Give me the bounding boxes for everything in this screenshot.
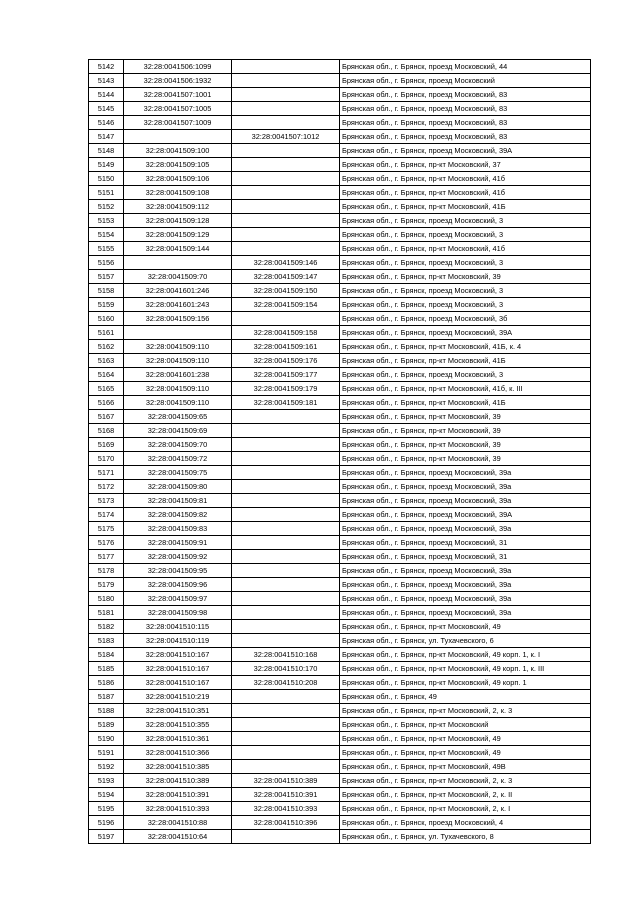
linked-cadastral-number-cell: 32:28:0041509:179: [232, 382, 340, 396]
address-cell: Брянская обл., г. Брянск, проезд Московский, 83: [340, 116, 591, 130]
cadastral-number-cell: 32:28:0041510:366: [124, 746, 232, 760]
cadastral-number-cell: 32:28:0041510:351: [124, 704, 232, 718]
linked-cadastral-number-cell: [232, 438, 340, 452]
row-number-cell: 5167: [89, 410, 124, 424]
table-row: [89, 116, 591, 130]
address-cell: Брянская обл., г. Брянск, проезд Московский, 39а: [340, 592, 591, 606]
table-row: [89, 340, 591, 354]
address-cell: Брянская обл., г. Брянск, пр-кт Московский, 2, к. 3: [340, 704, 591, 718]
table-row: [89, 648, 591, 662]
cadastral-number-cell: 32:28:0041509:69: [124, 424, 232, 438]
cadastral-number-cell: 32:28:0041506:1099: [124, 60, 232, 74]
linked-cadastral-number-cell: [232, 60, 340, 74]
address-cell: Брянская обл., г. Брянск, пр-кт Московский, 39: [340, 438, 591, 452]
address-cell: Брянская обл., г. Брянск, пр-кт Московский, 49 корп. 1: [340, 676, 591, 690]
table-row: [89, 760, 591, 774]
table-row: [89, 746, 591, 760]
cadastral-number-cell: 32:28:0041509:98: [124, 606, 232, 620]
linked-cadastral-number-cell: [232, 634, 340, 648]
table-row: [89, 130, 591, 144]
address-cell: Брянская обл., г. Брянск, проезд Московский, 3б: [340, 312, 591, 326]
address-cell: Брянская обл., г. Брянск, пр-кт Московский, 39: [340, 270, 591, 284]
table-row: [89, 214, 591, 228]
table-row: [89, 802, 591, 816]
linked-cadastral-number-cell: 32:28:0041510:208: [232, 676, 340, 690]
linked-cadastral-number-cell: [232, 144, 340, 158]
cadastral-number-cell: 32:28:0041509:110: [124, 340, 232, 354]
linked-cadastral-number-cell: 32:28:0041510:396: [232, 816, 340, 830]
address-cell: Брянская обл., г. Брянск, проезд Московский, 31: [340, 550, 591, 564]
address-cell: Брянская обл., г. Брянск, ул. Тухачевского, 8: [340, 830, 591, 844]
row-number-cell: 5173: [89, 494, 124, 508]
linked-cadastral-number-cell: [232, 242, 340, 256]
cadastral-number-cell: 32:28:0041510:219: [124, 690, 232, 704]
table-row: [89, 368, 591, 382]
row-number-cell: 5196: [89, 816, 124, 830]
table-row: [89, 158, 591, 172]
linked-cadastral-number-cell: 32:28:0041510:393: [232, 802, 340, 816]
cadastral-number-cell: 32:28:0041509:95: [124, 564, 232, 578]
linked-cadastral-number-cell: [232, 424, 340, 438]
row-number-cell: 5166: [89, 396, 124, 410]
linked-cadastral-number-cell: 32:28:0041509:150: [232, 284, 340, 298]
address-cell: Брянская обл., г. Брянск, проезд Московский, 39а: [340, 606, 591, 620]
linked-cadastral-number-cell: [232, 592, 340, 606]
address-cell: Брянская обл., г. Брянск, проезд Московский: [340, 74, 591, 88]
address-cell: Брянская обл., г. Брянск, проезд Московский, 3: [340, 298, 591, 312]
address-cell: Брянская обл., г. Брянск, пр-кт Московский, 49: [340, 732, 591, 746]
table-row: [89, 256, 591, 270]
row-number-cell: 5194: [89, 788, 124, 802]
table-row: [89, 228, 591, 242]
cadastral-number-cell: 32:28:0041510:361: [124, 732, 232, 746]
address-cell: Брянская обл., г. Брянск, пр-кт Московский, 2, к. I: [340, 802, 591, 816]
address-cell: Брянская обл., г. Брянск, пр-кт Московский, 49 корп. 1, к. III: [340, 662, 591, 676]
row-number-cell: 5159: [89, 298, 124, 312]
table-row: [89, 480, 591, 494]
address-cell: Брянская обл., г. Брянск, 49: [340, 690, 591, 704]
address-cell: Брянская обл., г. Брянск, пр-кт Московский, 41Б, к. 4: [340, 340, 591, 354]
cadastral-number-cell: 32:28:0041510:115: [124, 620, 232, 634]
linked-cadastral-number-cell: 32:28:0041509:161: [232, 340, 340, 354]
cadastral-number-cell: 32:28:0041509:96: [124, 578, 232, 592]
address-cell: Брянская обл., г. Брянск, пр-кт Московский, 49В: [340, 760, 591, 774]
linked-cadastral-number-cell: [232, 158, 340, 172]
row-number-cell: 5169: [89, 438, 124, 452]
linked-cadastral-number-cell: [232, 480, 340, 494]
row-number-cell: 5153: [89, 214, 124, 228]
linked-cadastral-number-cell: 32:28:0041509:147: [232, 270, 340, 284]
linked-cadastral-number-cell: [232, 690, 340, 704]
cadastral-number-cell: 32:28:0041510:389: [124, 774, 232, 788]
cadastral-number-cell: 32:28:0041506:1932: [124, 74, 232, 88]
table-row: [89, 452, 591, 466]
address-cell: Брянская обл., г. Брянск, проезд Московский, 39А: [340, 326, 591, 340]
row-number-cell: 5144: [89, 88, 124, 102]
cadastral-number-cell: [124, 256, 232, 270]
cadastral-number-cell: 32:28:0041509:92: [124, 550, 232, 564]
linked-cadastral-number-cell: [232, 522, 340, 536]
cadastral-number-cell: 32:28:0041507:1001: [124, 88, 232, 102]
cadastral-number-cell: 32:28:0041509:144: [124, 242, 232, 256]
row-number-cell: 5152: [89, 200, 124, 214]
table-row: [89, 284, 591, 298]
cadastral-number-cell: 32:28:0041510:391: [124, 788, 232, 802]
linked-cadastral-number-cell: [232, 578, 340, 592]
row-number-cell: 5147: [89, 130, 124, 144]
linked-cadastral-number-cell: [232, 718, 340, 732]
linked-cadastral-number-cell: 32:28:0041507:1012: [232, 130, 340, 144]
row-number-cell: 5182: [89, 620, 124, 634]
linked-cadastral-number-cell: [232, 74, 340, 88]
table-row: [89, 564, 591, 578]
linked-cadastral-number-cell: [232, 312, 340, 326]
linked-cadastral-number-cell: [232, 116, 340, 130]
address-cell: Брянская обл., г. Брянск, проезд Московский, 83: [340, 130, 591, 144]
cadastral-number-cell: 32:28:0041509:81: [124, 494, 232, 508]
table-row: [89, 494, 591, 508]
cadastral-number-cell: 32:28:0041509:65: [124, 410, 232, 424]
linked-cadastral-number-cell: [232, 704, 340, 718]
cadastral-number-cell: 32:28:0041510:393: [124, 802, 232, 816]
address-cell: Брянская обл., г. Брянск, проезд Московский, 3: [340, 228, 591, 242]
cadastral-number-cell: 32:28:0041509:80: [124, 480, 232, 494]
cadastral-number-cell: 32:28:0041510:167: [124, 676, 232, 690]
row-number-cell: 5185: [89, 662, 124, 676]
table-row: [89, 830, 591, 844]
linked-cadastral-number-cell: [232, 620, 340, 634]
table-row: [89, 662, 591, 676]
linked-cadastral-number-cell: 32:28:0041509:158: [232, 326, 340, 340]
row-number-cell: 5165: [89, 382, 124, 396]
linked-cadastral-number-cell: 32:28:0041510:168: [232, 648, 340, 662]
table-row: [89, 382, 591, 396]
row-number-cell: 5154: [89, 228, 124, 242]
address-cell: Брянская обл., г. Брянск, проезд Московский, 4: [340, 816, 591, 830]
table-row: [89, 298, 591, 312]
table-row: [89, 816, 591, 830]
table-row: [89, 88, 591, 102]
linked-cadastral-number-cell: 32:28:0041509:146: [232, 256, 340, 270]
row-number-cell: 5149: [89, 158, 124, 172]
table-row: [89, 522, 591, 536]
address-cell: Брянская обл., г. Брянск, проезд Московский, 39а: [340, 564, 591, 578]
address-cell: Брянская обл., г. Брянск, проезд Московский, 44: [340, 60, 591, 74]
linked-cadastral-number-cell: [232, 452, 340, 466]
address-cell: Брянская обл., г. Брянск, проезд Московский, 3: [340, 256, 591, 270]
cadastral-number-cell: 32:28:0041509:112: [124, 200, 232, 214]
row-number-cell: 5142: [89, 60, 124, 74]
table-row: [89, 690, 591, 704]
row-number-cell: 5151: [89, 186, 124, 200]
row-number-cell: 5197: [89, 830, 124, 844]
row-number-cell: 5150: [89, 172, 124, 186]
row-number-cell: 5143: [89, 74, 124, 88]
table-row: [89, 508, 591, 522]
cadastral-number-cell: 32:28:0041510:167: [124, 648, 232, 662]
row-number-cell: 5179: [89, 578, 124, 592]
table-row: [89, 592, 591, 606]
linked-cadastral-number-cell: [232, 102, 340, 116]
table-row: [89, 102, 591, 116]
cadastral-number-cell: 32:28:0041509:105: [124, 158, 232, 172]
row-number-cell: 5175: [89, 522, 124, 536]
cadastral-number-cell: 32:28:0041509:82: [124, 508, 232, 522]
row-number-cell: 5164: [89, 368, 124, 382]
linked-cadastral-number-cell: [232, 88, 340, 102]
row-number-cell: 5188: [89, 704, 124, 718]
cadastral-number-cell: 32:28:0041509:70: [124, 270, 232, 284]
cadastral-number-cell: 32:28:0041509:128: [124, 214, 232, 228]
row-number-cell: 5190: [89, 732, 124, 746]
cadastral-number-cell: 32:28:0041510:167: [124, 662, 232, 676]
table-row: [89, 312, 591, 326]
linked-cadastral-number-cell: 32:28:0041509:177: [232, 368, 340, 382]
cadastral-number-cell: 32:28:0041510:119: [124, 634, 232, 648]
row-number-cell: 5155: [89, 242, 124, 256]
cadastral-number-cell: 32:28:0041509:106: [124, 172, 232, 186]
table-row: [89, 774, 591, 788]
linked-cadastral-number-cell: [232, 228, 340, 242]
cadastral-number-cell: 32:28:0041509:110: [124, 382, 232, 396]
row-number-cell: 5161: [89, 326, 124, 340]
linked-cadastral-number-cell: [232, 746, 340, 760]
address-cell: Брянская обл., г. Брянск, пр-кт Московский, 41б: [340, 242, 591, 256]
table-row: [89, 788, 591, 802]
row-number-cell: 5146: [89, 116, 124, 130]
address-cell: Брянская обл., г. Брянск, пр-кт Московский, 41Б: [340, 354, 591, 368]
cadastral-number-cell: 32:28:0041509:83: [124, 522, 232, 536]
linked-cadastral-number-cell: 32:28:0041509:181: [232, 396, 340, 410]
row-number-cell: 5145: [89, 102, 124, 116]
cadastral-number-cell: 32:28:0041509:72: [124, 452, 232, 466]
table-row: [89, 144, 591, 158]
row-number-cell: 5192: [89, 760, 124, 774]
address-cell: Брянская обл., г. Брянск, пр-кт Московский, 2, к. 3: [340, 774, 591, 788]
linked-cadastral-number-cell: [232, 508, 340, 522]
address-cell: Брянская обл., г. Брянск, пр-кт Московский, 41б: [340, 172, 591, 186]
row-number-cell: 5168: [89, 424, 124, 438]
cadastral-number-cell: 32:28:0041509:129: [124, 228, 232, 242]
row-number-cell: 5191: [89, 746, 124, 760]
table-row: [89, 424, 591, 438]
table-row: [89, 200, 591, 214]
address-cell: Брянская обл., г. Брянск, проезд Московский, 39а: [340, 480, 591, 494]
address-cell: Брянская обл., г. Брянск, пр-кт Московский, 39: [340, 410, 591, 424]
row-number-cell: 5187: [89, 690, 124, 704]
table-row: [89, 270, 591, 284]
row-number-cell: 5158: [89, 284, 124, 298]
address-cell: Брянская обл., г. Брянск, проезд Московский, 31: [340, 536, 591, 550]
address-cell: Брянская обл., г. Брянск, проезд Московский, 39А: [340, 144, 591, 158]
linked-cadastral-number-cell: [232, 186, 340, 200]
row-number-cell: 5174: [89, 508, 124, 522]
address-cell: Брянская обл., г. Брянск, проезд Московский, 39а: [340, 466, 591, 480]
cadastral-number-cell: 32:28:0041509:70: [124, 438, 232, 452]
linked-cadastral-number-cell: [232, 606, 340, 620]
linked-cadastral-number-cell: [232, 550, 340, 564]
cadastral-number-cell: 32:28:0041509:100: [124, 144, 232, 158]
row-number-cell: 5177: [89, 550, 124, 564]
address-cell: Брянская обл., г. Брянск, проезд Московский, 83: [340, 102, 591, 116]
cadastral-number-cell: 32:28:0041510:64: [124, 830, 232, 844]
cadastral-number-cell: 32:28:0041507:1005: [124, 102, 232, 116]
address-cell: Брянская обл., г. Брянск, проезд Московский, 39А: [340, 508, 591, 522]
table-row: [89, 578, 591, 592]
address-cell: Брянская обл., г. Брянск, пр-кт Московский, 2, к. II: [340, 788, 591, 802]
row-number-cell: 5195: [89, 802, 124, 816]
cadastral-number-cell: 32:28:0041510:88: [124, 816, 232, 830]
cadastral-number-cell: 32:28:0041601:238: [124, 368, 232, 382]
row-number-cell: 5170: [89, 452, 124, 466]
row-number-cell: 5171: [89, 466, 124, 480]
cadastral-number-cell: 32:28:0041509:156: [124, 312, 232, 326]
address-cell: Брянская обл., г. Брянск, пр-кт Московский, 41б: [340, 186, 591, 200]
row-number-cell: 5156: [89, 256, 124, 270]
linked-cadastral-number-cell: [232, 214, 340, 228]
linked-cadastral-number-cell: [232, 466, 340, 480]
row-number-cell: 5184: [89, 648, 124, 662]
table-row: [89, 172, 591, 186]
cadastral-number-cell: 32:28:0041509:110: [124, 354, 232, 368]
registry-table: [88, 59, 591, 844]
cadastral-number-cell: 32:28:0041509:91: [124, 536, 232, 550]
address-cell: Брянская обл., г. Брянск, пр-кт Московский, 41Б: [340, 396, 591, 410]
row-number-cell: 5148: [89, 144, 124, 158]
row-number-cell: 5176: [89, 536, 124, 550]
table-row: [89, 718, 591, 732]
linked-cadastral-number-cell: [232, 564, 340, 578]
address-cell: Брянская обл., г. Брянск, пр-кт Московский, 41б, к. III: [340, 382, 591, 396]
table-row: [89, 60, 591, 74]
table-row: [89, 410, 591, 424]
row-number-cell: 5186: [89, 676, 124, 690]
address-cell: Брянская обл., г. Брянск, проезд Московский, 3: [340, 284, 591, 298]
cadastral-number-cell: 32:28:0041509:97: [124, 592, 232, 606]
cadastral-number-cell: [124, 326, 232, 340]
table-row: [89, 676, 591, 690]
linked-cadastral-number-cell: [232, 830, 340, 844]
cadastral-number-cell: 32:28:0041510:355: [124, 718, 232, 732]
table-row: [89, 606, 591, 620]
table-row: [89, 74, 591, 88]
cadastral-number-cell: 32:28:0041601:243: [124, 298, 232, 312]
cadastral-number-cell: [124, 130, 232, 144]
table-row: [89, 536, 591, 550]
table-row: [89, 186, 591, 200]
table-row: [89, 620, 591, 634]
linked-cadastral-number-cell: [232, 200, 340, 214]
address-cell: Брянская обл., г. Брянск, проезд Московский, 3: [340, 214, 591, 228]
linked-cadastral-number-cell: 32:28:0041510:389: [232, 774, 340, 788]
address-cell: Брянская обл., г. Брянск, ул. Тухачевского, 6: [340, 634, 591, 648]
row-number-cell: 5162: [89, 340, 124, 354]
cadastral-number-cell: 32:28:0041509:75: [124, 466, 232, 480]
row-number-cell: 5183: [89, 634, 124, 648]
address-cell: Брянская обл., г. Брянск, пр-кт Московский, 41Б: [340, 200, 591, 214]
linked-cadastral-number-cell: 32:28:0041509:154: [232, 298, 340, 312]
row-number-cell: 5178: [89, 564, 124, 578]
linked-cadastral-number-cell: 32:28:0041510:391: [232, 788, 340, 802]
address-cell: Брянская обл., г. Брянск, пр-кт Московский: [340, 718, 591, 732]
address-cell: Брянская обл., г. Брянск, пр-кт Московский, 49 корп. 1, к. I: [340, 648, 591, 662]
address-cell: Брянская обл., г. Брянск, пр-кт Московский, 49: [340, 620, 591, 634]
row-number-cell: 5180: [89, 592, 124, 606]
linked-cadastral-number-cell: 32:28:0041510:170: [232, 662, 340, 676]
cadastral-number-cell: 32:28:0041507:1009: [124, 116, 232, 130]
registry-table-body: [89, 60, 591, 844]
table-row: [89, 438, 591, 452]
table-row: [89, 704, 591, 718]
table-row: [89, 396, 591, 410]
linked-cadastral-number-cell: [232, 536, 340, 550]
table-row: [89, 326, 591, 340]
address-cell: Брянская обл., г. Брянск, пр-кт Московский, 37: [340, 158, 591, 172]
table-row: [89, 354, 591, 368]
linked-cadastral-number-cell: [232, 172, 340, 186]
table-row: [89, 242, 591, 256]
table-row: [89, 550, 591, 564]
address-cell: Брянская обл., г. Брянск, проезд Московский, 39а: [340, 578, 591, 592]
table-row: [89, 634, 591, 648]
address-cell: Брянская обл., г. Брянск, проезд Московский, 3: [340, 368, 591, 382]
row-number-cell: 5163: [89, 354, 124, 368]
address-cell: Брянская обл., г. Брянск, пр-кт Московский, 39: [340, 452, 591, 466]
linked-cadastral-number-cell: [232, 410, 340, 424]
linked-cadastral-number-cell: [232, 760, 340, 774]
row-number-cell: 5193: [89, 774, 124, 788]
cadastral-number-cell: 32:28:0041510:385: [124, 760, 232, 774]
row-number-cell: 5181: [89, 606, 124, 620]
row-number-cell: 5160: [89, 312, 124, 326]
cadastral-number-cell: 32:28:0041509:108: [124, 186, 232, 200]
address-cell: Брянская обл., г. Брянск, проезд Московский, 39а: [340, 522, 591, 536]
linked-cadastral-number-cell: [232, 494, 340, 508]
cadastral-number-cell: 32:28:0041601:246: [124, 284, 232, 298]
row-number-cell: 5157: [89, 270, 124, 284]
address-cell: Брянская обл., г. Брянск, проезд Московский, 83: [340, 88, 591, 102]
cadastral-number-cell: 32:28:0041509:110: [124, 396, 232, 410]
linked-cadastral-number-cell: [232, 732, 340, 746]
address-cell: Брянская обл., г. Брянск, пр-кт Московский, 49: [340, 746, 591, 760]
row-number-cell: 5172: [89, 480, 124, 494]
address-cell: Брянская обл., г. Брянск, проезд Московский, 39а: [340, 494, 591, 508]
row-number-cell: 5189: [89, 718, 124, 732]
address-cell: Брянская обл., г. Брянск, пр-кт Московский, 39: [340, 424, 591, 438]
table-row: [89, 466, 591, 480]
linked-cadastral-number-cell: 32:28:0041509:176: [232, 354, 340, 368]
table-row: [89, 732, 591, 746]
